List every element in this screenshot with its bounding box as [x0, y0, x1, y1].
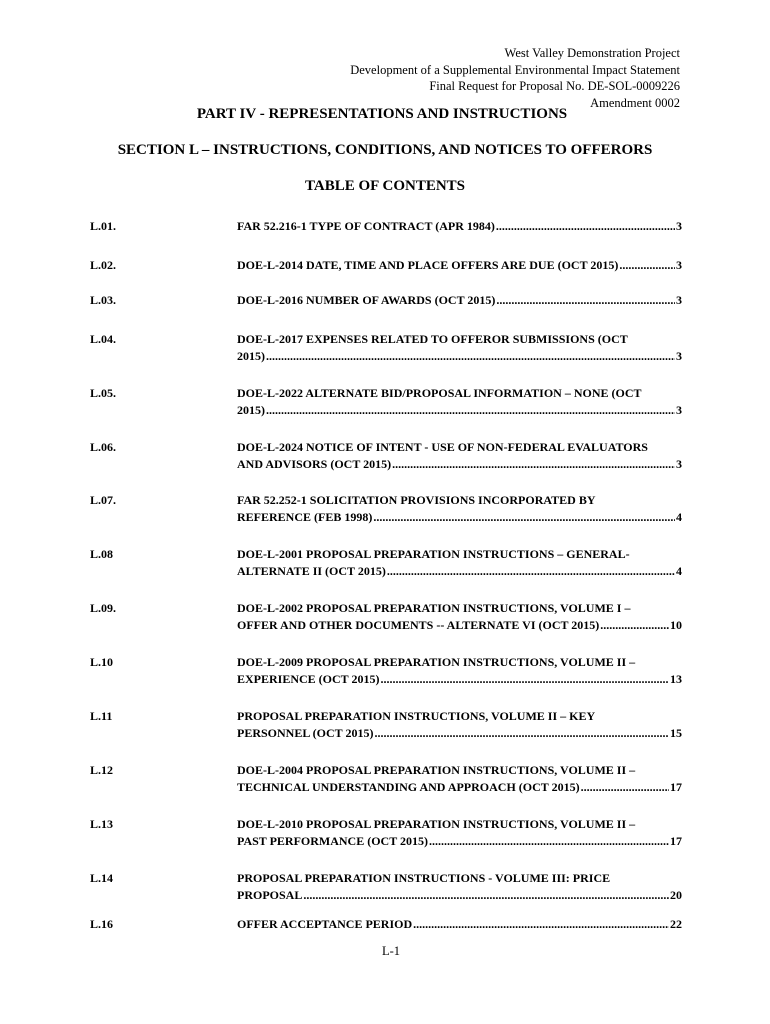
toc-entry-title: [237, 870, 682, 904]
toc-entry-page: 4: [676, 510, 682, 524]
toc-entry-title-line1: PROPOSAL PREPARATION INSTRUCTIONS, VOLUME II – KEY: [237, 709, 596, 723]
toc-entry-title: [237, 257, 682, 274]
document-header: [350, 45, 680, 111]
toc-entry-leader-line: [237, 779, 682, 796]
dot-leader: [387, 563, 675, 580]
toc-entry-leader-line: [237, 257, 682, 274]
toc-entry-number: L.04.: [90, 332, 117, 346]
toc-entry-title-line1: DOE-L-2016 NUMBER OF AWARDS (OCT 2015): [237, 293, 496, 307]
toc-entry-title-line1: FAR 52.216-1 TYPE OF CONTRACT (APR 1984): [237, 219, 495, 233]
dot-leader: [373, 509, 675, 526]
toc-entry-title: [237, 292, 682, 309]
toc-entry-title-line1: DOE-L-2010 PROPOSAL PREPARATION INSTRUCTIONS, VOLUME II –: [237, 817, 636, 831]
toc-entry-page: 3: [676, 349, 682, 363]
toc-entry-leader-line: [237, 509, 682, 526]
toc-entry-number: L.11: [90, 709, 113, 723]
toc-entry-number: L.07.: [90, 493, 117, 507]
toc-entry-title-line2: PROPOSAL: [237, 888, 303, 902]
dot-leader: [600, 617, 669, 634]
dot-leader: [429, 833, 669, 850]
toc-entry-title: [237, 492, 682, 526]
toc-entry-title-line1: DOE-L-2017 EXPENSES RELATED TO OFFEROR SUBMISSIONS (OCT: [237, 332, 628, 346]
toc-entry-page: 17: [670, 780, 682, 794]
toc-entry-page: 20: [670, 888, 682, 902]
toc-entry-title-line2: REFERENCE (FEB 1998): [237, 510, 373, 524]
toc-entry-title-line2: ALTERNATE II (OCT 2015): [237, 564, 386, 578]
toc-entry-title-line2: TECHNICAL UNDERSTANDING AND APPROACH (OCT 2015): [237, 780, 580, 794]
header-subtitle: Development of a Supplemental Environmental Impact Statement: [350, 62, 680, 77]
toc-entry-title: [237, 762, 682, 796]
toc-entry-title-line2: AND ADVISORS (OCT 2015): [237, 457, 392, 471]
toc-entry-leader-line: [237, 916, 682, 933]
toc-entry-page: 10: [670, 618, 682, 632]
dot-leader: [496, 292, 675, 309]
toc-entry-title-line1: FAR 52.252-1 SOLICITATION PROVISIONS INCORPORATED BY: [237, 493, 596, 507]
dot-leader: [619, 257, 675, 274]
part-title: PART IV - REPRESENTATIONS AND INSTRUCTIONS: [196, 106, 568, 122]
toc-entry-page: 3: [676, 219, 682, 233]
toc-entry-title: [237, 708, 682, 742]
dot-leader: [303, 887, 669, 904]
toc-entry-number: L.08: [90, 547, 114, 561]
toc-entry-title-line2: OFFER AND OTHER DOCUMENTS -- ALTERNATE VI (OCT 2015): [237, 618, 600, 632]
toc-entry-title-line2: PAST PERFORMANCE (OCT 2015): [237, 834, 429, 848]
toc-entry-title: [237, 439, 682, 473]
toc-entry-leader-line: [237, 671, 682, 688]
toc-entry-title: [237, 218, 682, 235]
header-rfp-number: Final Request for Proposal No. DE-SOL-0009226: [429, 79, 680, 93]
toc-entry-leader-line: [237, 725, 682, 742]
toc-entry-page: 3: [676, 403, 682, 417]
toc-entry-title-line2: 2015): [237, 403, 265, 417]
toc-entry-number: L.03.: [90, 293, 117, 307]
toc-entry-title-line1: DOE-L-2024 NOTICE OF INTENT - USE OF NON-FEDERAL EVALUATORS: [237, 440, 648, 454]
toc-heading: TABLE OF CONTENTS: [304, 178, 466, 194]
toc-entry-leader-line: [237, 456, 682, 473]
dot-leader: [392, 456, 675, 473]
toc-entry-title: [237, 385, 682, 419]
toc-entry-title-line1: DOE-L-2022 ALTERNATE BID/PROPOSAL INFORMATION – NONE (OCT: [237, 386, 642, 400]
toc-entry-page: 3: [676, 457, 682, 471]
section-title: SECTION L – INSTRUCTIONS, CONDITIONS, AND NOTICES TO OFFERORS: [117, 142, 653, 158]
toc-entry-title: [237, 654, 682, 688]
toc-entry-leader-line: [237, 402, 682, 419]
toc-entry-page: 17: [670, 834, 682, 848]
header-project: West Valley Demonstration Project: [504, 46, 680, 60]
dot-leader: [581, 779, 669, 796]
dot-leader: [266, 348, 675, 365]
toc-entry-page: 3: [676, 293, 682, 307]
toc-entry-number: L.16: [90, 917, 114, 931]
toc-entry-number: L.01.: [90, 219, 117, 233]
toc-entry-title-line1: DOE-L-2014 DATE, TIME AND PLACE OFFERS ARE DUE (OCT 2015): [237, 258, 619, 272]
toc-entry-number: L.12: [90, 763, 114, 777]
toc-entry-leader-line: [237, 887, 682, 904]
toc-entry-title-line1: DOE-L-2001 PROPOSAL PREPARATION INSTRUCTIONS – GENERAL-: [237, 547, 630, 561]
toc-entry-title-line1: DOE-L-2004 PROPOSAL PREPARATION INSTRUCTIONS, VOLUME II –: [237, 763, 636, 777]
dot-leader: [266, 402, 675, 419]
toc-entry-leader-line: [237, 348, 682, 365]
toc-entry-title-line1: OFFER ACCEPTANCE PERIOD: [237, 917, 413, 931]
toc-entry-number: L.09.: [90, 601, 117, 615]
toc-entry-leader-line: [237, 617, 682, 634]
toc-entry-title-line2: EXPERIENCE (OCT 2015): [237, 672, 380, 686]
toc-entry-title-line1: DOE-L-2002 PROPOSAL PREPARATION INSTRUCTIONS, VOLUME I –: [237, 601, 631, 615]
toc-entry-number: L.13: [90, 817, 114, 831]
toc-entry-title: [237, 600, 682, 634]
toc-entry-title: [237, 916, 682, 933]
toc-entry-title-line1: DOE-L-2009 PROPOSAL PREPARATION INSTRUCTIONS, VOLUME II –: [237, 655, 636, 669]
toc-entry-number: L.14: [90, 871, 114, 885]
dot-leader: [380, 671, 669, 688]
toc-entry-page: 13: [670, 672, 682, 686]
dot-leader: [413, 916, 669, 933]
page-number: L-1: [381, 944, 401, 958]
toc-entry-title-line2: PERSONNEL (OCT 2015): [237, 726, 374, 740]
toc-entry-number: L.02.: [90, 258, 117, 272]
dot-leader: [374, 725, 669, 742]
toc-entry-leader-line: [237, 563, 682, 580]
toc-entry-title-line2: 2015): [237, 349, 265, 363]
toc-entry-page: 3: [676, 258, 682, 272]
toc-entry-page: 15: [670, 726, 682, 740]
toc-entry-leader-line: [237, 292, 682, 309]
dot-leader: [496, 218, 675, 235]
toc-entry-title: [237, 331, 682, 365]
toc-entry-page: 22: [670, 917, 682, 931]
toc-entry-number: L.05.: [90, 386, 117, 400]
toc-entry-number: L.06.: [90, 440, 117, 454]
header-amendment: Amendment 0002: [590, 95, 680, 110]
toc-entry-leader-line: [237, 833, 682, 850]
toc-entry-number: L.10: [90, 655, 114, 669]
toc-entry-leader-line: [237, 218, 682, 235]
toc-entry-title: [237, 546, 682, 580]
toc-entry-title-line1: PROPOSAL PREPARATION INSTRUCTIONS - VOLUME III: PRICE: [237, 871, 611, 885]
toc-entry-page: 4: [676, 564, 682, 578]
toc-entry-title: [237, 816, 682, 850]
